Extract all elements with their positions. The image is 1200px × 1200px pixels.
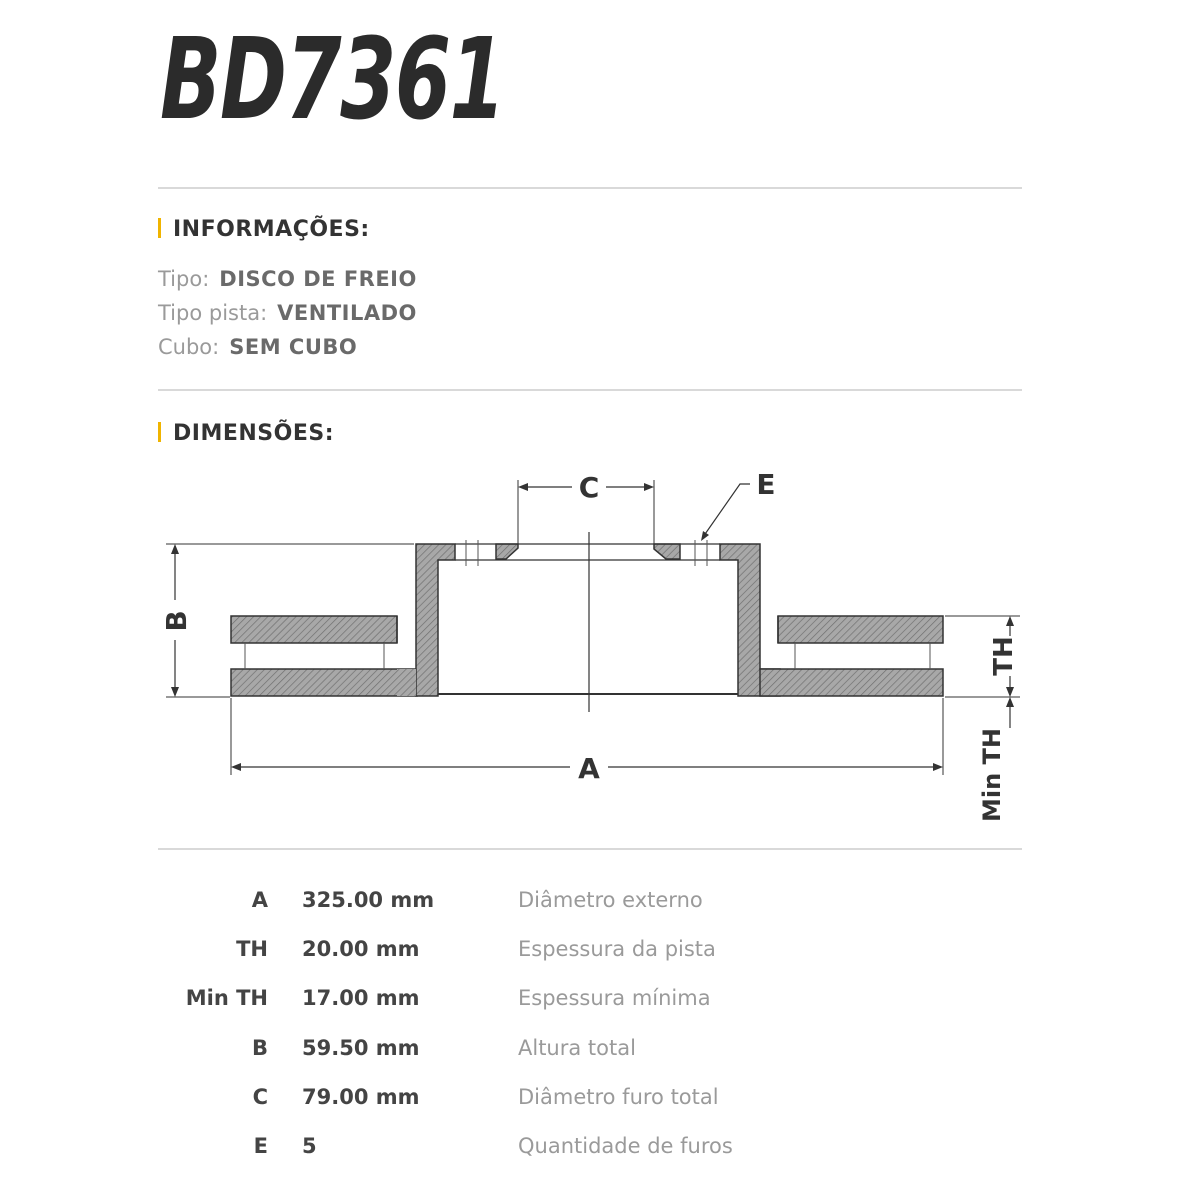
info-label: Tipo: [158,267,210,291]
dimension-row-e [0,1134,1200,1164]
info-row-tipo-pista [158,301,417,325]
dimension-value: 79.00 mm [302,1085,420,1109]
brake-disc-diagram [150,455,1050,835]
diagram-label-b: B [160,610,193,632]
info-value: SEM CUBO [229,335,358,359]
dimension-code: TH [236,937,268,961]
dimensions-heading-text: DIMENSÕES: [173,421,334,446]
dimension-value: 5 [302,1134,317,1158]
info-row-cubo [158,335,357,359]
divider-middle [158,389,1022,391]
dimension-description: Diâmetro furo total [518,1085,719,1109]
accent-bar [158,218,161,238]
info-heading [158,217,370,242]
divider-bottom [158,848,1022,850]
info-row-tipo [158,267,417,291]
dimension-description: Espessura da pista [518,937,716,961]
dimension-row-c [0,1085,1200,1115]
dimension-min-th [978,697,1014,822]
info-label: Tipo pista: [158,301,268,325]
dimension-code: B [251,1036,268,1060]
dimension-row-a [0,888,1200,918]
dimension-th [945,616,1020,697]
diagram-label-min-th: Min TH [978,727,1006,823]
dimension-description: Quantidade de furos [518,1134,733,1158]
diagram-label-e: E [756,468,776,501]
dimension-e [701,468,776,541]
dimension-value: 20.00 mm [302,937,420,961]
divider-top [158,187,1022,189]
dimension-value: 325.00 mm [302,888,435,912]
accent-bar [158,422,161,442]
dimension-row-b [0,1036,1200,1066]
info-value: VENTILADO [277,301,417,325]
dimension-value: 17.00 mm [302,986,420,1010]
diagram-label-c: C [578,471,600,504]
dimension-value: 59.50 mm [302,1036,420,1060]
info-label: Cubo: [158,335,220,359]
diagram-label-th: TH [989,636,1019,676]
info-value: DISCO DE FREIO [219,267,417,291]
dimension-code: Min TH [185,986,268,1010]
dimension-code: C [252,1085,268,1109]
disc-cross-section [231,540,943,696]
dimension-code: A [251,888,268,912]
dimension-a [231,698,943,785]
dimension-row-th [0,937,1200,967]
dimension-description: Altura total [518,1036,636,1060]
dimensions-heading [158,421,334,446]
product-code: BD7361 [160,15,505,145]
dimension-code: E [253,1134,268,1158]
info-heading-text: INFORMAÇÕES: [173,217,370,242]
diagram-label-a: A [578,752,600,785]
dimension-row-min-th [0,986,1200,1016]
dimension-c [518,471,654,546]
dimension-description: Espessura mínima [518,986,711,1010]
dimension-description: Diâmetro externo [518,888,703,912]
